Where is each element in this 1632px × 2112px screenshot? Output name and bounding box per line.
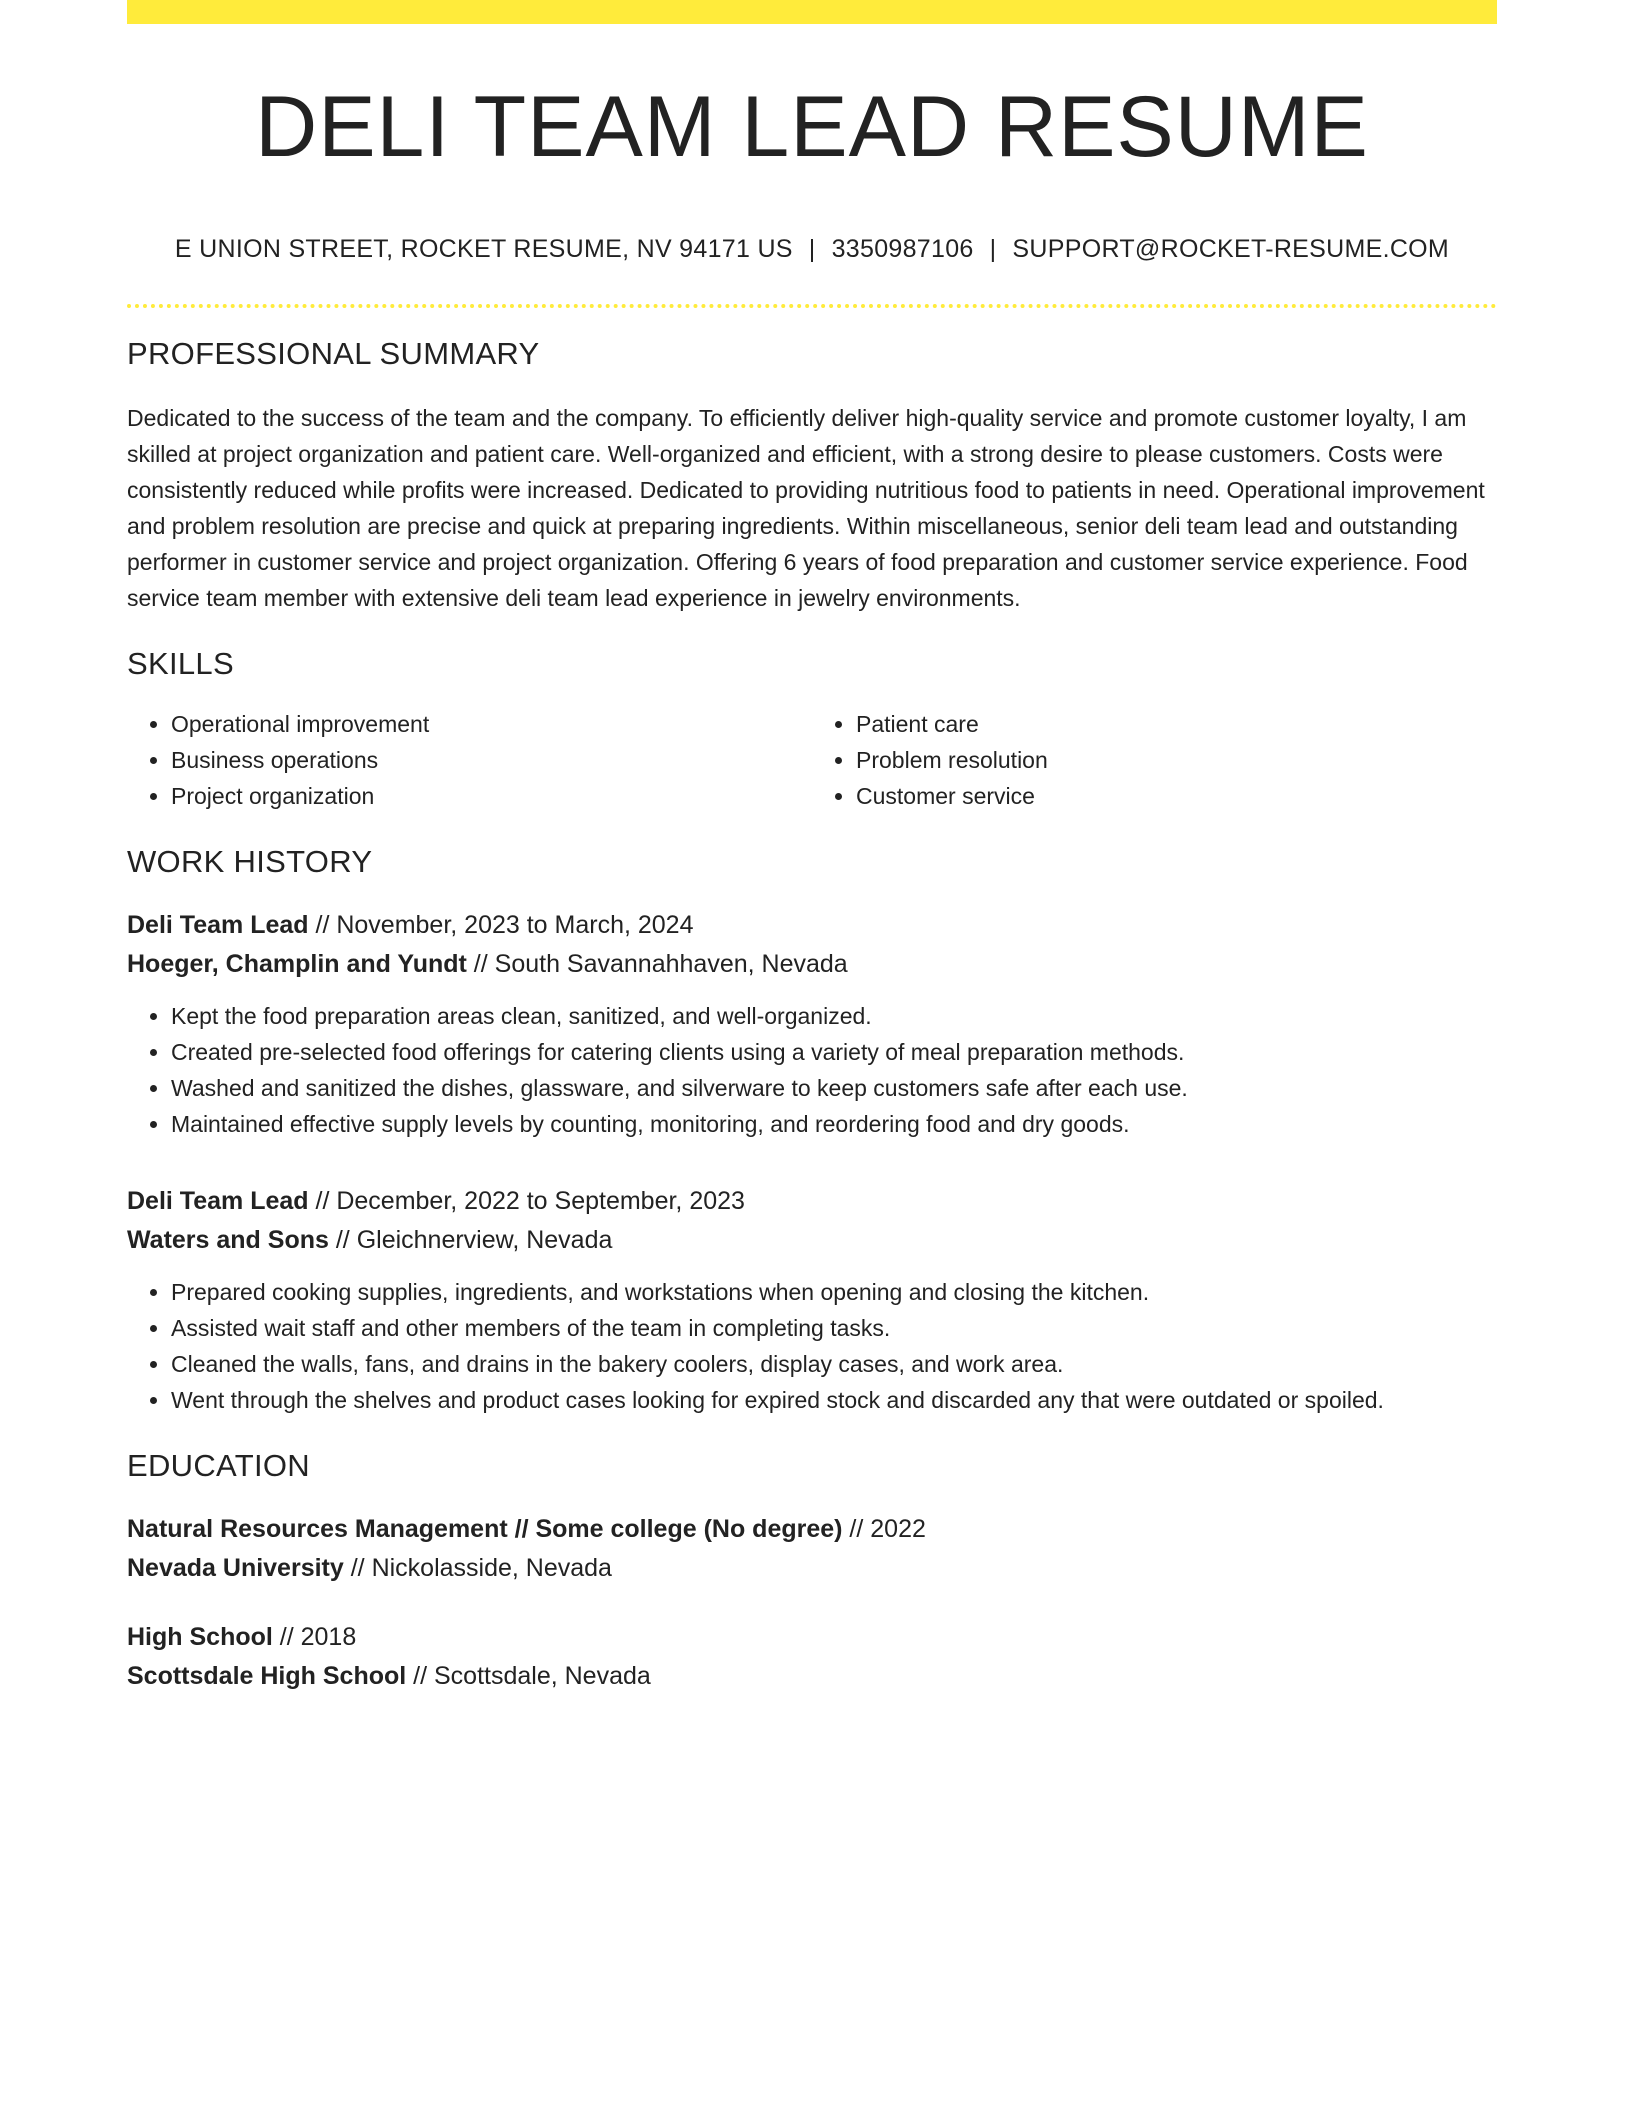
contact-separator: | (989, 234, 997, 263)
job-company: Hoeger, Champlin and Yundt (127, 949, 467, 978)
education-year: // 2018 (272, 1622, 357, 1651)
skill-item: • Business operations (171, 742, 812, 778)
education-degree: Natural Resources Management // Some college (No degree) (127, 1514, 843, 1543)
job-duty: • Cleaned the walls, fans, and drains in the bakery coolers, display cases, and work area. (171, 1346, 1497, 1382)
skill-item: • Problem resolution (856, 742, 1497, 778)
contact-line (127, 235, 1497, 264)
job-title: Deli Team Lead (127, 1186, 309, 1215)
education-degree: High School (127, 1622, 273, 1651)
job-entry (127, 1182, 1497, 1418)
job-duty: • Kept the food preparation areas clean, sanitized, and well-organized. (171, 998, 1497, 1034)
accent-top-bar (127, 0, 1497, 24)
summary-section (127, 336, 1497, 616)
job-duty: • Prepared cooking supplies, ingredients, and workstations when opening and closing the kitchen. (171, 1274, 1497, 1310)
job-duty: • Assisted wait staff and other members of the team in completing tasks. (171, 1310, 1497, 1346)
education-location: // Nickolasside, Nevada (343, 1553, 612, 1582)
job-location: // Gleichnerview, Nevada (328, 1225, 613, 1254)
section-title-summary: PROFESSIONAL SUMMARY (127, 335, 540, 371)
job-duties (127, 998, 1497, 1142)
job-company: Waters and Sons (127, 1225, 329, 1254)
address: E UNION STREET, ROCKET RESUME, NV 94171 US (174, 234, 793, 263)
education-school-line (127, 1657, 1497, 1696)
job-dates: // November, 2023 to March, 2024 (308, 910, 694, 939)
skills-section (127, 646, 1497, 814)
job-dates: // December, 2022 to September, 2023 (308, 1186, 745, 1215)
job-duties (127, 1274, 1497, 1418)
job-duty: • Washed and sanitized the dishes, glassware, and silverware to keep customers safe after each use. (171, 1070, 1497, 1106)
resume-page (127, 0, 1497, 1696)
skills-column-right (812, 706, 1497, 814)
section-title-skills: SKILLS (127, 645, 234, 681)
skill-item: • Project organization (171, 778, 812, 814)
education-year: // 2022 (842, 1514, 926, 1543)
skill-item: • Operational improvement (171, 706, 812, 742)
education-section (127, 1448, 1497, 1696)
job-duty: • Went through the shelves and product cases looking for expired stock and discarded any that were outdated or spoiled. (171, 1382, 1497, 1418)
job-duty: • Maintained effective supply levels by counting, monitoring, and reordering food and dry goods. (171, 1106, 1497, 1142)
resume-title: DELI TEAM LEAD RESUME (255, 79, 1369, 175)
education-school: Nevada University (127, 1553, 344, 1582)
section-title-education: EDUCATION (127, 1447, 310, 1483)
education-entry (127, 1510, 1497, 1588)
job-duty: • Created pre-selected food offerings for catering clients using a variety of meal preparation methods. (171, 1034, 1497, 1070)
dotted-divider (127, 304, 1497, 308)
education-school: Scottsdale High School (127, 1661, 407, 1690)
education-degree-line (127, 1618, 1497, 1657)
job-entry (127, 906, 1497, 1142)
summary-text: Dedicated to the success of the team and the company. To efficiently deliver high-quality service and promote customer loyalty, I am skilled at project organization and patient care. Well-organized and efficient, with a strong desire to please customers. Costs were consistently reduced while profits were increased. Dedicated to providing nutritious food to patients in need. Operational improvement and problem resolution are precise and quick at preparing ingredients. Within miscellaneous, senior deli team lead and outstanding performer in customer service and project organization. Offering 6 years of food preparation and customer service experience. Food service team member with extensive deli team lead experience in jewelry environments. (127, 404, 1485, 611)
job-title-line (127, 906, 1497, 945)
skills-grid (127, 706, 1497, 814)
education-degree-line (127, 1510, 1497, 1549)
job-company-line (127, 1221, 1497, 1260)
job-title-line (127, 1182, 1497, 1221)
contact-separator: | (808, 234, 816, 263)
skill-item: • Customer service (856, 778, 1497, 814)
section-title-work-history: WORK HISTORY (127, 843, 373, 879)
skills-column-left (127, 706, 812, 814)
education-location: // Scottsdale, Nevada (406, 1661, 651, 1690)
phone: 3350987106 (831, 234, 974, 263)
job-location: // South Savannahhaven, Nevada (466, 949, 848, 978)
skill-item: • Patient care (856, 706, 1497, 742)
education-entry (127, 1618, 1497, 1696)
email: SUPPORT@ROCKET-RESUME.COM (1012, 234, 1450, 263)
work-history-section (127, 844, 1497, 1418)
job-company-line (127, 945, 1497, 984)
education-school-line (127, 1549, 1497, 1588)
job-title: Deli Team Lead (127, 910, 309, 939)
